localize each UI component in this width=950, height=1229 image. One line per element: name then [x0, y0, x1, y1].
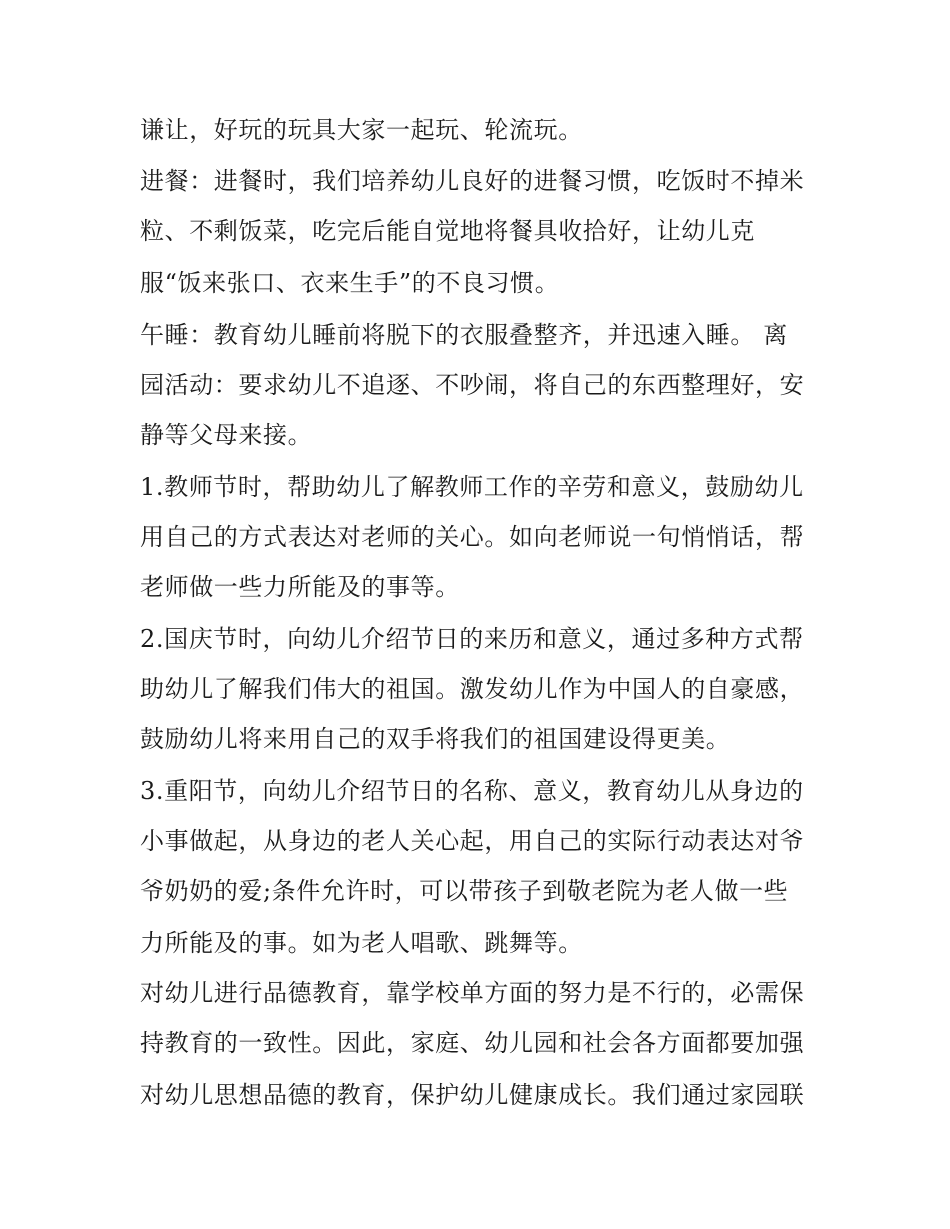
text-line: 午睡：教育幼儿睡前将脱下的衣服叠整齐，并迅速入睡。 离 — [140, 321, 788, 349]
text-line: 园活动：要求幼儿不追逐、不吵闹，将自己的东西整理好，安 — [140, 371, 805, 399]
text-line: 力所能及的事。如为老人唱歌、跳舞等。 — [140, 929, 583, 957]
text-line: 用自己的方式表达对老师的关心。如向老师说一句悄悄话，帮 — [140, 523, 805, 551]
text-line: 粒、不剩饭菜，吃完后能自觉地将餐具收拾好，让幼儿克 — [140, 217, 755, 245]
text-line: 小事做起，从身边的老人关心起，用自己的实际行动表达对爷 — [140, 827, 805, 855]
text-line: 谦让，好玩的玩具大家一起玩、轮流玩。 — [140, 116, 583, 144]
text-line: 3.重阳节，向幼儿介绍节日的名称、意义，教育幼儿从身边的 — [140, 777, 804, 805]
text-line: 服“饭来张口、衣来生手”的不良习惯。 — [140, 269, 560, 297]
text-line: 静等父母来接。 — [140, 421, 313, 449]
text-line: 助幼儿了解我们伟大的祖国。激发幼儿作为中国人的自豪感， — [140, 675, 805, 703]
text-line: 1.教师节时，帮助幼儿了解教师工作的辛劳和意义，鼓励幼儿 — [140, 473, 804, 501]
text-line: 持教育的一致性。因此，家庭、幼儿园和社会各方面都要加强 — [140, 1029, 805, 1057]
text-line: 进餐：进餐时，我们培养幼儿良好的进餐习惯，吃饭时不掉米 — [140, 167, 805, 195]
text-line: 爷奶奶的爱;条件允许时，可以带孩子到敬老院为老人做一些 — [140, 877, 789, 905]
text-line: 老师做一些力所能及的事等。 — [140, 573, 460, 601]
text-line: 对幼儿思想品德的教育，保护幼儿健康成长。我们通过家园联 — [140, 1081, 805, 1109]
text-line: 鼓励幼儿将来用自己的双手将我们的祖国建设得更美。 — [140, 725, 731, 753]
text-line: 2.国庆节时，向幼儿介绍节日的来历和意义，通过多种方式帮 — [140, 625, 804, 653]
text-line: 对幼儿进行品德教育，靠学校单方面的努力是不行的，必需保 — [140, 979, 805, 1007]
